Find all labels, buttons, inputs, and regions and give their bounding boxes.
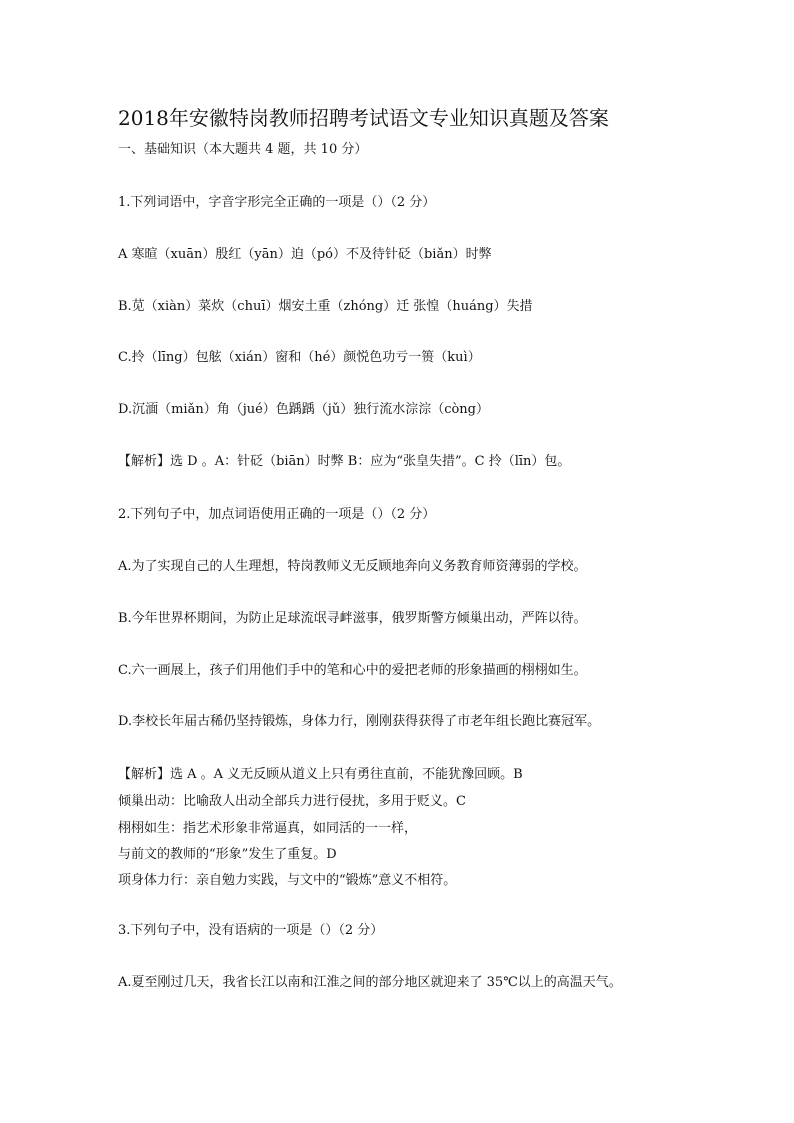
question-1-option-c: C.拎（līng）包舷（xián）窗和（hé）颜悦色功亏一篑（kuì） bbox=[118, 350, 481, 365]
question-1-stem: 1.下列词语中，字音字形完全正确的一项是（）（2 分） bbox=[118, 195, 436, 210]
question-2-option-a: A.为了实现自己的人生理想，特岗教师义无反顾地奔向义务教育师资薄弱的学校。 bbox=[118, 559, 587, 574]
question-2-option-c: C.六一画展上，孩子们用他们手中的笔和心中的爱把老师的形象描画的栩栩如生。 bbox=[118, 663, 587, 678]
question-2-option-b: B.今年世界杯期间，为防止足球流氓寻衅滋事，俄罗斯警方倾巢出动，严阵以待。 bbox=[118, 611, 587, 626]
question-1-option-a: A 寒暄（xuān）殷红（yān）迫（pó）不及待针砭（biǎn）时弊 bbox=[118, 247, 492, 262]
question-2-stem: 2.下列句子中，加点词语使用正确的一项是（）（2 分） bbox=[118, 507, 436, 522]
question-2-analysis-line: 栩栩如生：指艺术形象非常逼真，如同活的一一样， bbox=[118, 821, 418, 836]
document-title: 2018年安徽特岗教师招聘考试语文专业知识真题及答案 bbox=[118, 106, 609, 130]
question-2-analysis-line: 倾巢出动：比喻敌人出动全部兵力进行侵扰，多用于贬义。C bbox=[118, 794, 466, 809]
question-2-analysis-line: 项身体力行：亲自勉力实践，与文中的“锻炼”意义不相符。 bbox=[118, 873, 457, 888]
question-3-option-a: A.夏至刚过几天，我省长江以南和江淮之间的部分地区就迎来了 35℃以上的高温天气。 bbox=[118, 975, 622, 990]
question-2-analysis-line: 【解析】选 A 。A 义无反顾从道义上只有勇往直前，不能犹豫回顾。B bbox=[118, 767, 523, 782]
section-heading: 一、基础知识（本大题共 4 题，共 10 分） bbox=[118, 142, 368, 157]
question-1-option-d: D.沉湎（miǎn）角（jué）色踽踽（jǔ）独行流水淙淙（còng） bbox=[118, 402, 490, 417]
question-3-stem: 3.下列句子中，没有语病的一项是（）（2 分） bbox=[118, 923, 384, 938]
question-2-analysis-line: 与前文的教师的“形象”发生了重复。D bbox=[118, 847, 337, 862]
question-1-option-b: B.苋（xiàn）菜炊（chuī）烟安土重（zhóng）迁 张惶（huáng）失措 bbox=[118, 299, 533, 314]
question-2-option-d: D.李校长年届古稀仍坚持锻炼，身体力行，刚刚获得获得了市老年组长跑比赛冠军。 bbox=[118, 714, 601, 729]
question-1-analysis: 【解析】选 D 。A：针砭（biān）时弊 B：应为“张皇失措”。C 拎（līn）包。 bbox=[118, 454, 571, 469]
